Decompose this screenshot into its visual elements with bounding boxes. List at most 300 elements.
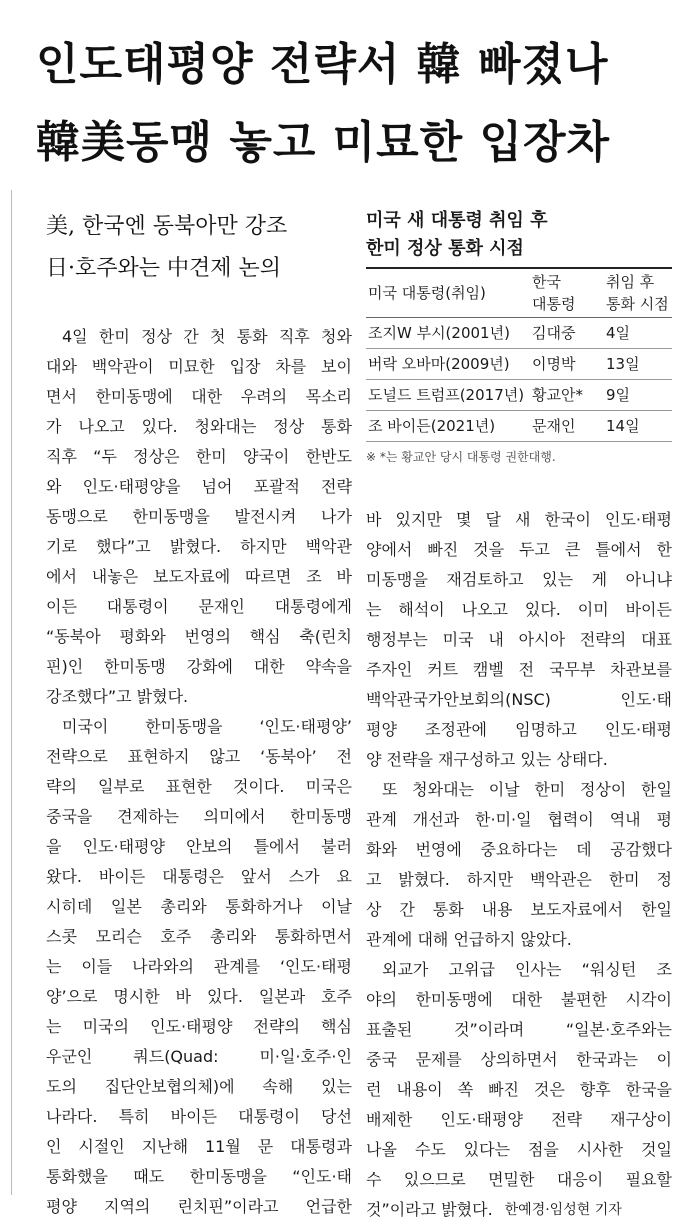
article-word: 바이든 (625, 600, 672, 619)
header-us-president-label: 미국 대통령(취임) (368, 284, 486, 302)
article-word: 일본 (110, 897, 142, 916)
article-word: 대와 (46, 357, 77, 376)
article-word: 견제하는 (117, 807, 179, 826)
article-word: 전 (336, 747, 352, 766)
article-word: 것”이라며 (454, 1020, 525, 1039)
article-word: 불러 (321, 837, 352, 856)
article-word: 우려의 (240, 387, 288, 406)
article-word: 인도·태평 (605, 720, 672, 739)
article-line (366, 985, 672, 1015)
article-word: 총리와 (160, 897, 207, 916)
article-word: 행정부는 (366, 630, 428, 649)
article-word: 수도 (414, 1140, 446, 1159)
article-word: 통화하거나 (225, 897, 303, 916)
article-word: 요 (336, 867, 352, 886)
article-line (46, 592, 352, 622)
article-word: 대응이 (556, 1170, 604, 1189)
article-word: 우군인 (46, 1047, 93, 1066)
article-line (46, 502, 352, 532)
article-line (46, 322, 352, 352)
article-word: 한·미·일 (475, 810, 532, 829)
article-word: 전략 (551, 1110, 582, 1129)
article-word: 대통령은 (162, 867, 224, 886)
article-word: 미묘한 (168, 357, 215, 376)
article-word: 한국을 (625, 1080, 672, 1099)
article-word: 게 (591, 570, 608, 589)
article-word: 전 (518, 660, 535, 679)
article-word: 전략의 (579, 630, 627, 649)
article-word: 대통령에게 (274, 597, 352, 616)
article-word: 내용이 (396, 1080, 443, 1099)
article-word: 상의하면서 (480, 1050, 558, 1069)
article-word: 두고 (518, 540, 550, 559)
article-line (366, 565, 672, 595)
article-word: “일본·호주와는 (565, 1020, 672, 1039)
column-rule (11, 190, 12, 1195)
cell-call-timing: 13일 (604, 349, 672, 380)
article-word: 보이 (321, 357, 352, 376)
article-word: 통화하면서 (274, 927, 352, 946)
article-word: 있다. (206, 987, 243, 1006)
article-word: 배제한 (366, 1110, 413, 1129)
article-word: 한미동맹 (103, 657, 166, 676)
article-word: 개선과 (412, 810, 460, 829)
article-line (366, 1135, 672, 1165)
article-word: 한국과는 (576, 1050, 638, 1069)
article-word: 주자인 (366, 660, 413, 679)
article-word: ‘인도·태평 (279, 957, 352, 976)
article-word: 을 (46, 837, 62, 856)
article-word: 백악관이 (91, 357, 154, 376)
article-word: 큰 (564, 540, 581, 559)
article-word: 문제를 (415, 1050, 462, 1069)
article-word: 전략 (321, 477, 352, 496)
article-word: 양에서 (366, 540, 413, 559)
article-word: 전략으로 (46, 747, 108, 766)
article-word: 시히데 (46, 897, 93, 916)
article-word: 통화 (432, 900, 464, 919)
article-line (46, 1192, 352, 1222)
article-word: 인 (46, 1137, 62, 1156)
article-word: 나라다. (46, 1107, 98, 1126)
article-word: 빠진 (427, 540, 459, 559)
article-word: 한미동맹에 (95, 387, 173, 406)
article-word: 있으므로 (403, 1170, 466, 1189)
article-word: 스콧 (46, 927, 77, 946)
article-word: 정상이 (579, 780, 627, 799)
article-word: 역내 (609, 810, 641, 829)
article-line (366, 715, 672, 745)
article-word: 또 (382, 780, 398, 799)
cell-call-timing: 14일 (604, 411, 672, 442)
article-word: 목소리 (305, 387, 352, 406)
article-word: 이 (656, 1050, 672, 1069)
article-word: 미국의 (82, 1017, 129, 1036)
article-line (46, 802, 352, 832)
article-word: 한국이 (544, 510, 591, 529)
subheadline-line-2: 日·호주와는 中견제 논의 (46, 256, 281, 281)
header-korea-president: 한국 대통령 (530, 269, 604, 318)
article-word: 한 (656, 540, 672, 559)
article-line (46, 922, 352, 952)
article-word: 스가 (288, 867, 320, 886)
article-word: 재구상이 (610, 1110, 672, 1129)
article-line (46, 712, 352, 742)
article-word: 보도자료에 (152, 567, 231, 586)
article-line (366, 745, 672, 775)
article-word: 특히 (118, 1107, 150, 1126)
cell-korea-president: 문재인 (530, 411, 604, 442)
article-word: 한반도 (305, 447, 352, 466)
article-line-text: 관계에 대해 언급하지 않았다. (366, 930, 572, 949)
article-line (46, 472, 352, 502)
article-word: 이날 (321, 897, 352, 916)
article-word: 이미 (577, 600, 609, 619)
article-word: 하지만 (240, 537, 287, 556)
article-word: 문재인 (198, 597, 245, 616)
article-word: 핀)인 (46, 657, 84, 676)
article-line (46, 1012, 352, 1042)
article-word: 왔다. (46, 867, 82, 886)
article-word: 달 (485, 510, 501, 529)
article-line (46, 1042, 352, 1072)
article-word: 중요하다는 (480, 840, 558, 859)
article-line (366, 865, 672, 895)
article-word: 정상은 (133, 447, 180, 466)
subheadline-line-1: 美, 한국엔 동북아만 강조 (46, 214, 288, 239)
article-line (366, 1105, 672, 1135)
article-word: 대한 (253, 657, 285, 676)
article-line (366, 535, 672, 565)
article-word: 직후 (46, 447, 77, 466)
article-line (366, 595, 672, 625)
article-line-text: 것”이라고 밝혔다. (366, 1200, 493, 1219)
article-word: “두 (93, 447, 117, 466)
article-word: 차관보를 (610, 660, 672, 679)
article-word: 협력이 (547, 810, 594, 829)
article-word: 야의 (366, 990, 397, 1009)
header-call-timing: 취임 후 통화 시점 (604, 269, 672, 318)
article-word: 표현하지 (127, 747, 190, 766)
article-word: 호주 (160, 927, 192, 946)
article-line (46, 862, 352, 892)
article-word: 통화 (236, 327, 268, 346)
article-word: 데 (576, 840, 592, 859)
cell-us-president: 도널드 트럼프(2017년) (366, 380, 530, 411)
article-word: 중국 (366, 1050, 397, 1069)
article-word: 11월 (204, 1137, 241, 1156)
article-word: 한미 (98, 327, 130, 346)
article-word: 차를 (275, 357, 307, 376)
article-line (366, 1165, 672, 1195)
cell-call-timing: 9일 (604, 380, 672, 411)
article-word: 백악관은 (529, 870, 592, 889)
article-word: 전략의 (253, 1017, 300, 1036)
article-word: 입장 (229, 357, 261, 376)
article-word: 틀에서 (253, 837, 300, 856)
article-word: 않고 (209, 747, 241, 766)
article-word: 발전시켜 (234, 507, 297, 526)
article-word: 나오고 (461, 600, 508, 619)
article-word: 인도·태평양 (150, 1017, 233, 1036)
article-line (366, 1075, 672, 1105)
article-word: ‘인도·태평양’ (259, 717, 352, 736)
article-word: 시각이 (625, 990, 672, 1009)
article-word: 이들 (81, 957, 113, 976)
article-word: 4일 (62, 327, 88, 346)
article-line (46, 382, 352, 412)
table-header-row (366, 269, 672, 318)
article-line (366, 925, 672, 955)
article-left-column (46, 322, 352, 1222)
article-line (46, 622, 352, 652)
article-word: 미국 (442, 630, 474, 649)
article-word: 한미동맹을 (145, 717, 223, 736)
article-word: 나오고 (78, 417, 125, 436)
article-word: 틀에서 (595, 540, 642, 559)
article-word: 의미에서 (203, 807, 266, 826)
article-word: 핵심 (321, 1017, 352, 1036)
article-word: 한미 (534, 780, 566, 799)
article-word: 고위급 (448, 960, 495, 979)
article-word: 상 (366, 900, 382, 919)
call-timing-table (366, 269, 672, 442)
article-word: 표출된 (366, 1020, 413, 1039)
article-word: 앞서 (240, 867, 272, 886)
article-word: 대한 (191, 387, 223, 406)
article-line (366, 805, 672, 835)
article-word: 양국이 (242, 447, 290, 466)
article-word: 나라와의 (132, 957, 194, 976)
article-word: 하지만 (466, 870, 514, 889)
table-row (366, 318, 672, 349)
article-word: 총리와 (209, 927, 257, 946)
article-line (366, 625, 672, 655)
article-word: 한일 (641, 900, 672, 919)
article-word: 따르면 (245, 567, 292, 586)
article-word: 쿼드(Quad: (133, 1047, 219, 1066)
article-line-text: 양 전략을 재구성하고 있는 상태다. (366, 750, 608, 769)
article-word: 중국을 (46, 807, 93, 826)
call-timing-table-box (366, 207, 672, 465)
article-word: 조 (656, 960, 672, 979)
article-word: 양’으로 (46, 987, 98, 1006)
article-word: 캠벨 (472, 660, 504, 679)
article-word: 불편한 (560, 990, 608, 1009)
table-footnote: ※ *는 황교안 당시 대통령 권한대행. (366, 450, 556, 464)
article-line (366, 955, 672, 985)
article-word: “인도·태 (292, 1167, 352, 1186)
article-word: 는 (46, 957, 62, 976)
article-word: 것은 (533, 1080, 565, 1099)
article-word: 관계 (366, 810, 397, 829)
table-row (366, 380, 672, 411)
article-word: 재검토하고 (446, 570, 524, 589)
article-word: 약속을 (305, 657, 352, 676)
article-word: 한미 (195, 447, 227, 466)
article-word: 것을 (473, 540, 505, 559)
article-word: 고 (366, 870, 382, 889)
article-word: 빠진 (488, 1080, 519, 1099)
article-word: 면서 (46, 387, 77, 406)
article-word: 와 (46, 477, 62, 496)
article-word: 청와 (321, 327, 352, 346)
article-word: 한미 (608, 870, 640, 889)
article-word: 지난해 (141, 1137, 189, 1156)
article-word: 백악관국가안보회의(NSC) (366, 690, 551, 709)
article-word: 축(린치 (299, 627, 352, 646)
article-word: 간 (183, 327, 199, 346)
article-line (366, 895, 672, 925)
article-word: 략의 (46, 777, 77, 796)
article-word: 밝혔다. (169, 537, 222, 556)
article-word: 언급한 (305, 1197, 352, 1216)
article-word: 조정관에 (425, 720, 487, 739)
article-line (366, 1045, 672, 1075)
table-title-line-1: 미국 새 대통령 취임 후 (366, 210, 548, 231)
article-word: 표현한 (165, 777, 212, 796)
article-word: 린치핀”이라고 (177, 1197, 279, 1216)
article-word: 인도·태평양을 (82, 477, 181, 496)
table-title-line-2: 한미 정상 통화 시점 (366, 235, 672, 269)
article-word: 바 (175, 987, 192, 1006)
article-word: 미국이 (62, 717, 109, 736)
article-word: 명시한 (113, 987, 160, 1006)
article-word: 는 (46, 1017, 62, 1036)
article-word: 한미동맹 (290, 807, 352, 826)
article-line (46, 532, 352, 562)
article-word: 대통령과 (290, 1137, 352, 1156)
article-word: 일본과 (258, 987, 306, 1006)
article-word: 밝혔다. (398, 870, 450, 889)
article-word: 강화에 (186, 657, 234, 676)
article-line (366, 685, 672, 715)
article-word: 통화했을 (46, 1167, 108, 1186)
article-word: 호주 (321, 987, 352, 1006)
article-word: 바 (336, 567, 352, 586)
article-word: 인도·태평 (605, 510, 672, 529)
headline-line-1: 인도태평양 전략서 韓 빠졌나 (36, 39, 609, 90)
article-word: 있는 (321, 1077, 352, 1096)
article-word: 있다는 (463, 1140, 511, 1159)
article-word: 일부로 (98, 777, 145, 796)
article-word: 동맹으로 (46, 507, 108, 526)
article-word: 외교가 (382, 960, 429, 979)
article-word: 대통령이 (238, 1107, 300, 1126)
article-line (366, 505, 672, 535)
article-word: 바이든 (98, 867, 146, 886)
article-word: 새 (515, 510, 531, 529)
article-word: 청와대는 (412, 780, 474, 799)
article-word: 인도·태평양 (440, 1110, 523, 1129)
article-line (46, 1102, 352, 1132)
article-word: 첫 (209, 327, 226, 346)
header-us-president (366, 269, 530, 318)
article-word: 수 (366, 1170, 382, 1189)
article-word: 직후 (278, 327, 310, 346)
article-word: 나올 (366, 1140, 397, 1159)
article-word: 면밀한 (488, 1170, 535, 1189)
article-word: 공감했다 (610, 840, 672, 859)
article-word: 정상 (141, 327, 172, 346)
article-word: 보도자료에서 (530, 900, 624, 919)
article-word: 내놓은 (91, 567, 139, 586)
article-line (46, 652, 352, 682)
article-word: ‘동북아’ (260, 747, 317, 766)
article-word: 것일 (641, 1140, 672, 1159)
article-word: 정 (656, 870, 672, 889)
table-row (366, 411, 672, 442)
article-word: 번영의 (184, 627, 231, 646)
article-word: 바 (366, 510, 382, 529)
cell-us-president: 버락 오바마(2009년) (366, 349, 530, 380)
article-word: 시절인 (78, 1137, 125, 1156)
article-word: 이날 (488, 780, 520, 799)
headline-line-2: 韓美동맹 놓고 미묘한 입장차 (36, 117, 610, 168)
article-word: 아니냐 (625, 570, 672, 589)
cell-us-president: 조 바이든(2021년) (366, 411, 530, 442)
article-line (46, 1162, 352, 1192)
article-word: 평 (656, 810, 672, 829)
article-word: “동북아 (46, 627, 101, 646)
article-word: 간 (399, 900, 415, 919)
article-word: 인도·태 (620, 690, 672, 709)
article-word: 했다”고 (95, 537, 151, 556)
article-word: 한미동맹에 (415, 990, 493, 1009)
article-line (366, 1015, 672, 1045)
article-line (366, 655, 672, 685)
article-right-column (366, 505, 672, 1225)
article-line (46, 352, 352, 382)
reporter-byline: 한예경·임성현 기자 (504, 1202, 622, 1218)
article-word: 평화와 (119, 627, 166, 646)
article-word: 런 (366, 1080, 382, 1099)
article-word: 한미동맹을 (189, 1167, 267, 1186)
article-word: 도의 (46, 1077, 77, 1096)
article-word: 인도·태평양 (82, 837, 165, 856)
article-word: 통화 (321, 417, 352, 436)
article-word: 미·일·호주·인 (259, 1047, 352, 1066)
article-word: 미동맹을 (366, 570, 428, 589)
article-line (46, 412, 352, 442)
article-word: 핵심 (249, 627, 281, 646)
cell-korea-president: 황교안* (530, 380, 604, 411)
article-word: 청와대는 (194, 417, 257, 436)
article-word: 있지만 (395, 510, 442, 529)
article-line (46, 682, 352, 712)
article-word: 임명하고 (515, 720, 577, 739)
article-word: 해석이 (398, 600, 445, 619)
article-word: 인사는 (515, 960, 562, 979)
article-word: 넘어 (201, 477, 233, 496)
article-word: 평양 (46, 1197, 77, 1216)
article-word: 때도 (133, 1167, 165, 1186)
article-line (46, 982, 352, 1012)
cell-call-timing: 4일 (604, 318, 672, 349)
article-word: 향후 (579, 1080, 611, 1099)
article-line (366, 775, 672, 805)
article-word: 는 (366, 600, 382, 619)
article-word: 대한 (511, 990, 543, 1009)
article-word: 가 (46, 417, 62, 436)
article-word: 집단안보협의체)에 (104, 1077, 235, 1096)
article-word: 화와 (366, 840, 397, 859)
article-word: 쏙 (457, 1080, 474, 1099)
article-line (46, 1072, 352, 1102)
article-word: 필요할 (625, 1170, 672, 1189)
article-line (46, 742, 352, 772)
table-row (366, 349, 672, 380)
